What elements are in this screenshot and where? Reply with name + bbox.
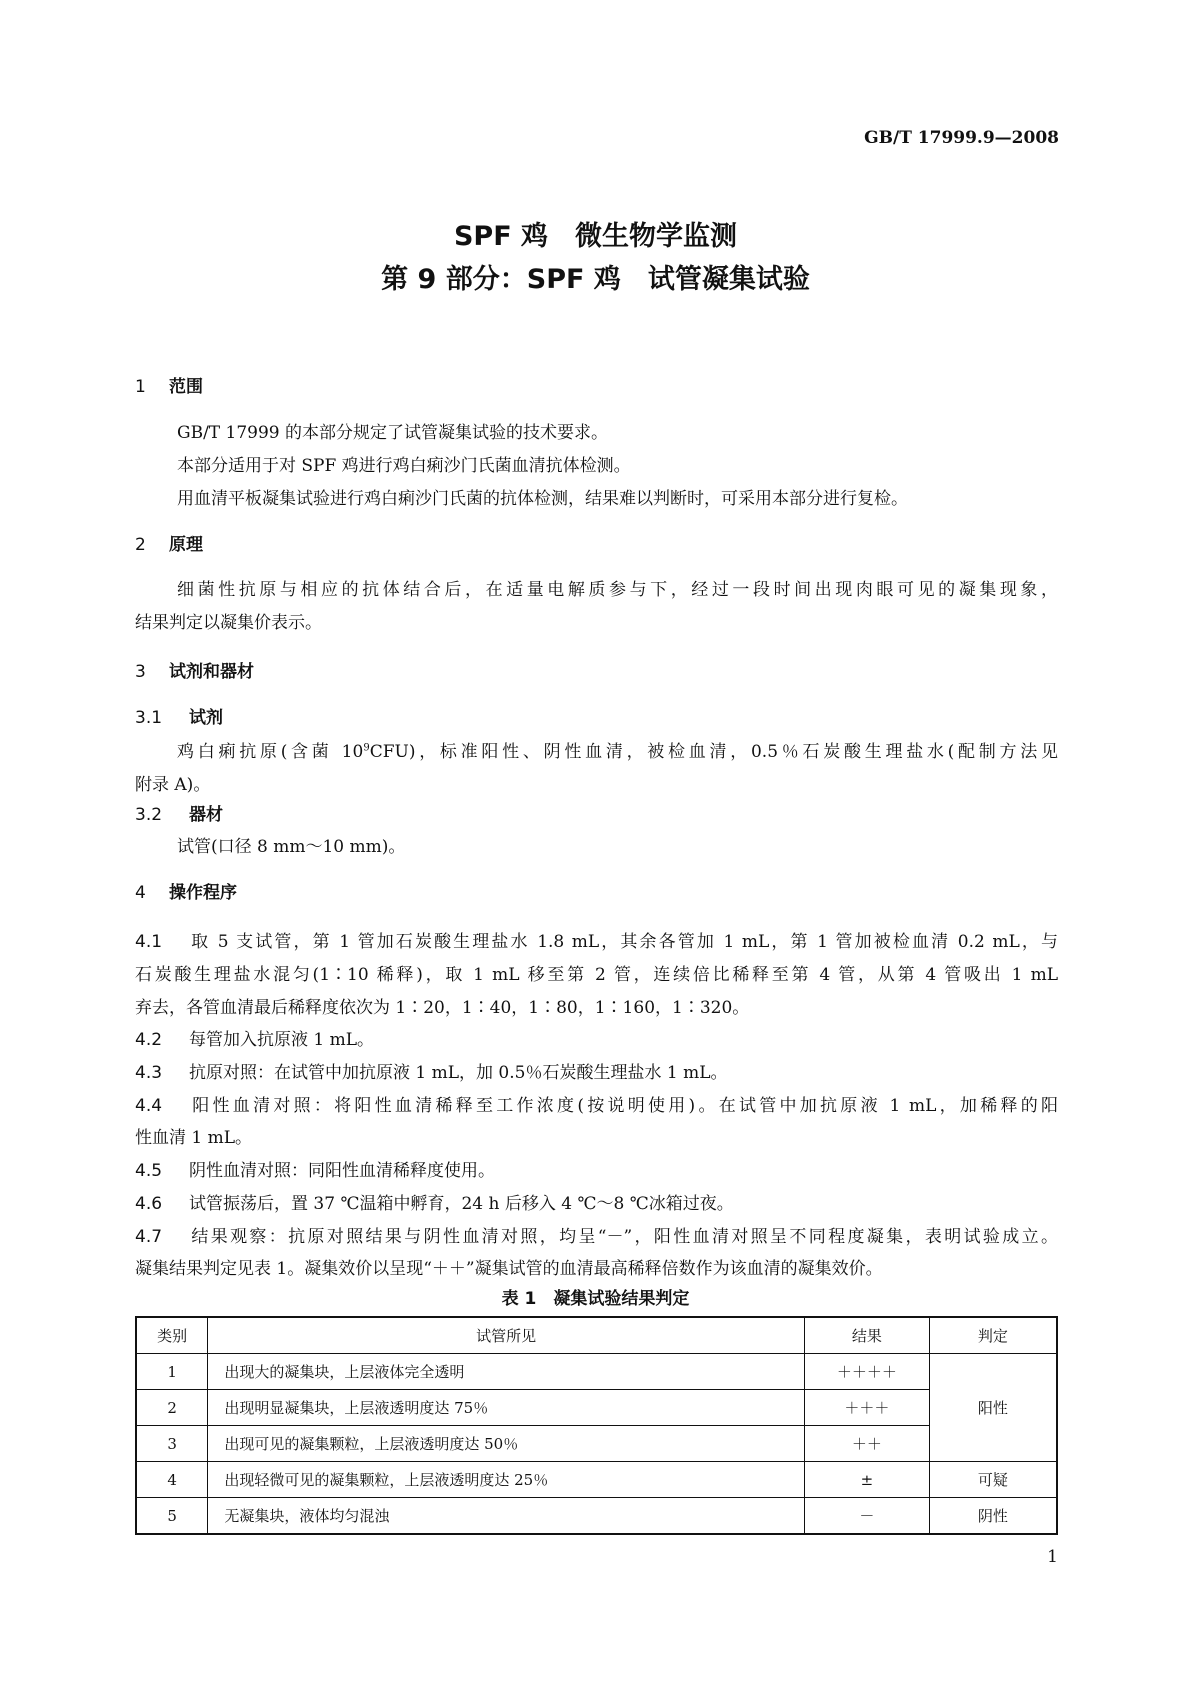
cell-result: ± <box>805 1462 930 1498</box>
column-header: 试管所见 <box>208 1317 805 1354</box>
section-number: 3.2 <box>135 805 163 825</box>
document-subtitle: 第 9 部分：SPF 鸡 试管凝集试验 <box>381 264 810 295</box>
section-title: 试剂和器材 <box>169 662 254 682</box>
page-number: 1 <box>1047 1547 1058 1567</box>
section-title: 原理 <box>169 535 203 555</box>
cell-result: ＋＋＋ <box>805 1390 930 1426</box>
subsection-heading-reagents <box>135 703 223 728</box>
cell-verdict: 可疑 <box>929 1462 1057 1498</box>
paragraph: GB/T 17999 的本部分规定了试管凝集试验的技术要求。 <box>177 423 609 443</box>
column-header: 类别 <box>136 1317 208 1354</box>
cell-category: 3 <box>136 1426 208 1462</box>
section-heading-procedure <box>135 878 237 903</box>
procedure-item-4-5: 4.5 阴性血清对照：同阳性血清稀释度使用。 <box>135 1161 495 1181</box>
table-row <box>136 1390 1057 1426</box>
table-header-row <box>136 1317 1057 1354</box>
section-number: 1 <box>135 377 146 397</box>
paragraph-line: 性血清 1 mL。 <box>135 1128 253 1148</box>
paragraph-line: 细菌性抗原与相应的抗体结合后，在适量电解质参与下，经过一段时间出现肉眼可见的凝集现象， <box>177 580 1058 600</box>
procedure-item-4-7: 4.7 结果观察：抗原对照结果与阴性血清对照，均呈“－”，阳性血清对照呈不同程度凝集，表明试验成立。 <box>135 1227 1058 1247</box>
subsection-heading-equipment <box>135 800 223 825</box>
table-row <box>136 1354 1057 1390</box>
paragraph: 本部分适用于对 SPF 鸡进行鸡白痢沙门氏菌血清抗体检测。 <box>177 456 631 476</box>
table-row <box>136 1498 1057 1535</box>
cell-description: 出现明显凝集块，上层液透明度达 75％ <box>208 1390 805 1426</box>
section-number: 3 <box>135 662 146 682</box>
cell-description: 出现可见的凝集颗粒，上层液透明度达 50％ <box>208 1426 805 1462</box>
paragraph-line: 试管(口径 8 mm～10 mm)。 <box>177 837 406 857</box>
column-header: 判定 <box>929 1317 1057 1354</box>
paragraph-line: 结果判定以凝集价表示。 <box>135 613 322 633</box>
column-header: 结果 <box>805 1317 930 1354</box>
paragraph-line: 石炭酸生理盐水混匀(1∶10 稀释)，取 1 mL 移至第 2 管，连续倍比稀释至第 4 管，从第 4 管吸出 1 mL <box>135 965 1058 985</box>
cell-result: ＋＋＋＋ <box>805 1354 930 1390</box>
paragraph-line: 凝集结果判定见表 1。凝集效价以呈现“＋＋”凝集试管的血清最高稀释倍数作为该血清的凝集效价。 <box>135 1259 883 1279</box>
section-number: 3.1 <box>135 708 163 728</box>
section-heading-principle <box>135 530 203 555</box>
cell-description: 出现大的凝集块，上层液体完全透明 <box>208 1354 805 1390</box>
section-title: 试剂 <box>189 708 223 728</box>
agglutination-result-table <box>135 1316 1058 1535</box>
document-title: SPF 鸡 微生物学监测 <box>453 221 738 252</box>
procedure-item-4-4: 4.4 阳性血清对照：将阳性血清稀释至工作浓度(按说明使用)。在试管中加抗原液 1 mL，加稀释的阳 <box>135 1096 1058 1116</box>
cell-description: 出现轻微可见的凝集颗粒，上层液透明度达 25％ <box>208 1462 805 1498</box>
cell-category: 4 <box>136 1462 208 1498</box>
table-row <box>136 1426 1057 1462</box>
section-heading-reagents <box>135 657 254 682</box>
paragraph: 用血清平板凝集试验进行鸡白痢沙门氏菌的抗体检测，结果难以判断时，可采用本部分进行复检。 <box>177 489 908 509</box>
cell-verdict: 阴性 <box>929 1498 1057 1535</box>
cell-category: 2 <box>136 1390 208 1426</box>
cell-category: 5 <box>136 1498 208 1535</box>
table-caption: 表 1 凝集试验结果判定 <box>501 1289 690 1309</box>
section-number: 4 <box>135 883 146 903</box>
paragraph-line: 鸡白痢抗原(含菌 $10^9CFU$)，标准阳性、阴性血清，被检血清，0.5％石炭酸生理盐水(配制方法见 <box>177 742 1058 762</box>
paragraph-line: 附录 A)。 <box>135 775 211 795</box>
paragraph-line: 弃去，各管血清最后稀释度依次为 1∶20，1∶40，1∶80，1∶160，1∶320。 <box>135 998 750 1018</box>
table-row <box>136 1462 1057 1498</box>
cell-category: 1 <box>136 1354 208 1390</box>
cell-result: ＋＋ <box>805 1426 930 1462</box>
procedure-item-4-2: 4.2 每管加入抗原液 1 mL。 <box>135 1030 375 1050</box>
procedure-item-4-3: 4.3 抗原对照：在试管中加抗原液 1 mL，加 0.5％石炭酸生理盐水 1 mL。 <box>135 1063 728 1083</box>
cell-result: － <box>805 1498 930 1535</box>
section-title: 操作程序 <box>169 883 237 903</box>
section-heading-scope <box>135 372 203 397</box>
cell-description: 无凝集块，液体均匀混浊 <box>208 1498 805 1535</box>
procedure-item-4-1: 4.1 取 5 支试管，第 1 管加石炭酸生理盐水 1.8 mL，其余各管加 1 mL，第 1 管加被检血清 0.2 mL，与 <box>135 932 1058 952</box>
section-title: 器材 <box>189 805 223 825</box>
section-title: 范围 <box>169 377 203 397</box>
procedure-item-4-6: 4.6 试管振荡后，置 37 ℃温箱中孵育，24 h 后移入 4 ℃～8 ℃冰箱过夜。 <box>135 1194 734 1214</box>
cell-verdict: 阳性 <box>929 1354 1057 1462</box>
standard-number: GB/T 17999.9—2008 <box>864 128 1059 148</box>
section-number: 2 <box>135 535 146 555</box>
